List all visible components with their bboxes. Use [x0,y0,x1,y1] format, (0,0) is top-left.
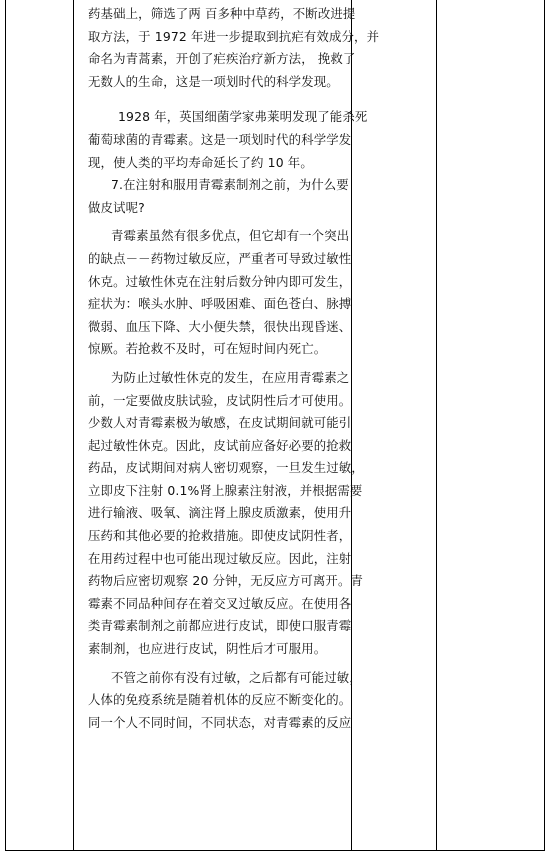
text-line: 少数人对青霉素极为敏感，在皮试期间就可能引 [88,415,352,431]
paragraph-gap [88,93,350,106]
question-heading: 做皮试呢? [88,199,145,215]
text-line: 同一个人不同时间，不同状态，对青霉素的反应 [88,714,352,730]
text-line: 起过敏性休克。因此，皮试前应备好必要的抢救 [88,437,352,453]
text-line: 惊厥。若抢救不及时，可在短时间内死亡。 [88,341,327,357]
text-line: 不管之前你有没有过敏，之后都有可能过敏， [111,669,362,685]
text-line: 霉素不同品种间存在着交叉过敏反应。在使用各 [88,595,352,611]
text-line: 药物后应密切观察 20 分钟，无反应方可离开。青 [88,573,364,589]
column-divider-1 [73,0,74,850]
text-line: 葡萄球菌的青霉素。这是一项划时代的科学学发 [88,131,352,147]
text-line: 前，一定要做皮肤试验，皮试阴性后才可使用。 [88,392,352,408]
text-line: 药品，皮试期间对病人密切观察，一旦发生过敏， [88,460,364,476]
text-line: 压药和其他必要的抢救措施。即使皮试阴性者， [88,528,352,544]
text-line: 为防止过敏性休克的发生，在应用青霉素之 [111,369,350,385]
text-line: 取方法，于 1972 年进一步提取到抗疟有效成分，并 [88,28,380,44]
text-line: 命名为青蒿素，开创了疟疾治疗新方法， 挽救了 [88,51,356,67]
text-line: 类青霉素制剂之前都应进行皮试，即使口服青霉 [88,618,352,634]
lesson-content-cell [88,3,380,734]
text-line: 药基础上，筛选了两 百多种中草药，不断改进提 [88,6,356,21]
text-line: 在用药过程中也可能出现过敏反应。因此，注射 [88,550,352,566]
text-line: 微弱、血压下降、大小便失禁，很快出现昏迷、 [88,318,352,334]
text-line: 1928 年，英国细菌学家弗莱明发现了能杀死 [118,109,368,125]
text-line: 进行输液、吸氧、滴注肾上腺皮质激素，使用升 [88,505,352,521]
text-line: 青霉素虽然有很多优点，但它却有一个突出 [111,228,350,244]
text-line: 现，使人类的平均寿命延长了约 10 年。 [88,154,313,170]
text-line: 症状为：喉头水肿、呼吸困难、面色苍白、脉搏 [88,296,352,312]
text-line: 素制剂，也应进行皮试，阴性后才可服用。 [88,641,327,657]
text-line: 无数人的生命，这是一项划时代的科学发现。 [88,73,339,89]
text-line: 人体的免疫系统是随着机体的反应不断变化的。 [88,692,352,708]
question-heading: 7.在注射和服用青霉素制剂之前，为什么要 [111,177,349,193]
text-line: 立即皮下注射 0.1%肾上腺素注射液，并根据需要 [88,482,363,498]
text-line: 休克。过敏性休克在注射后数分钟内即可发生， [88,273,352,289]
column-divider-3 [436,0,437,850]
text-line: 的缺点－－药物过敏反应，严重者可导致过敏性 [88,250,352,266]
